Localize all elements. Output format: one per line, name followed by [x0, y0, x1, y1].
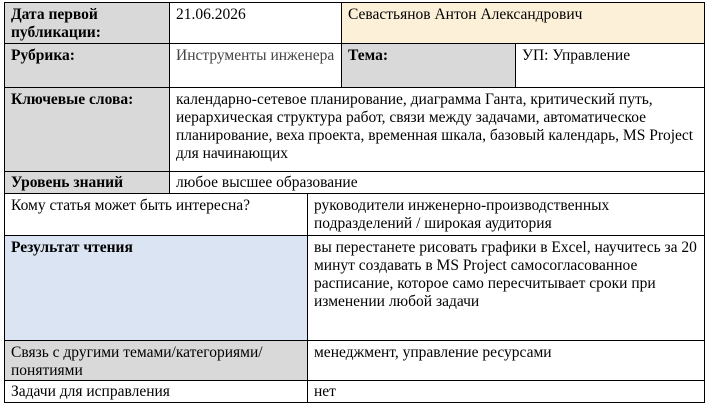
theme-label: Тема: [342, 44, 516, 88]
rubric-value: Инструменты инженера [170, 44, 342, 88]
first-publication-date: 21.06.2026 [170, 2, 342, 44]
first-publication-label: Дата первой публикации: [4, 2, 170, 44]
audience-label: Кому статья может быть интересна? [4, 194, 308, 236]
keywords-value: календарно-сетевое планирование, диаграмма Ганта, критический путь, иерархическая структура работ, связи между задачами, автоматическое планирование, веха проекта, временная шкала, базовый календарь, MS Project для начинающих [170, 88, 705, 172]
related-topics-value: менеджмент, управление ресурсами [308, 341, 705, 381]
author-name: Севастьянов Антон Александрович [342, 2, 705, 44]
fix-tasks-value: нет [308, 381, 705, 403]
related-topics-label: Связь с другими темами/категориями/понятиями [4, 341, 308, 381]
knowledge-level-value: любое высшее образование [170, 172, 705, 194]
rubric-label: Рубрика: [4, 44, 170, 88]
theme-value: УП: Управление [516, 44, 705, 88]
reading-result-value: вы перестанете рисовать графики в Excel, научитесь за 20 минут создавать в MS Project самосогласованное расписание, которое само пересчитывает сроки при изменении любой задачи [308, 236, 705, 341]
reading-result-label: Результат чтения [4, 236, 308, 341]
fix-tasks-label: Задачи для исправления [4, 381, 308, 403]
audience-value: руководители инженерно-производственных подразделений / широкая аудитория [308, 194, 705, 236]
keywords-label: Ключевые слова: [4, 88, 170, 172]
knowledge-level-label: Уровень знаний [4, 172, 170, 194]
article-meta-table [4, 2, 705, 403]
